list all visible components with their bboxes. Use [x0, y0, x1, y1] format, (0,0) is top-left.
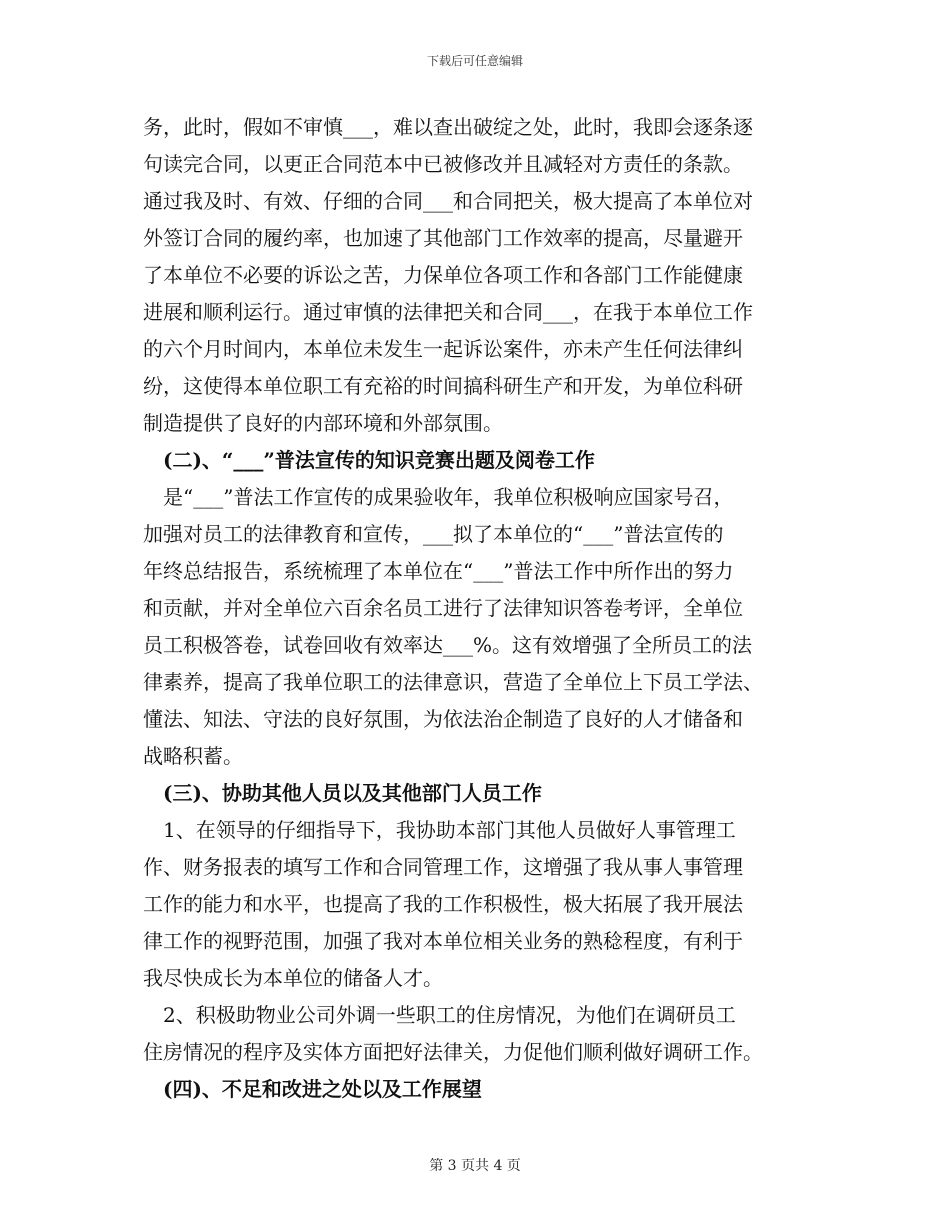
- text-line: 制造提供了良好的内部环境和外部氛围。: [143, 411, 503, 435]
- text-line: 1、在领导的仔细指导下，我协助本部门其他人员做好人事管理工: [143, 818, 736, 842]
- section-heading: (二)、“___”普法宣传的知识竞赛出题及阅卷工作: [143, 448, 595, 472]
- page-footer: 第 3 页共 4 页: [429, 1158, 521, 1174]
- text-line: 员工积极答卷，试卷回收有效率达___%。这有效增强了全所员工的法: [143, 633, 753, 657]
- text-line: 通过我及时、有效、仔细的合同___和合同把关，极大提高了本单位对: [143, 189, 753, 213]
- section-heading: (三)、协助其他人员以及其他部门人员工作: [143, 781, 542, 805]
- text-line: 加强对员工的法律教育和宣传，___拟了本单位的“___”普法宣传的: [143, 522, 724, 546]
- text-line: 工作的能力和水平，也提高了我的工作积极性，极大拓展了我开展法: [143, 892, 743, 916]
- section-heading: (四)、不足和改进之处以及工作展望: [143, 1077, 482, 1101]
- text-line: 句读完合同，以更正合同范本中已被修改并且减轻对方责任的条款。: [143, 152, 743, 176]
- text-line: 律工作的视野范围，加强了我对本单位相关业务的熟稔程度，有利于: [143, 929, 743, 953]
- text-line: 我尽快成长为本单位的储备人才。: [143, 966, 443, 990]
- text-line: 懂法、知法、守法的良好氛围，为依法治企制造了良好的人才储备和: [143, 707, 743, 731]
- text-line: 作、财务报表的填写工作和合同管理工作，这增强了我从事人事管理: [143, 855, 743, 879]
- text-line: 律素养，提高了我单位职工的法律意识，营造了全单位上下员工学法、: [143, 670, 763, 694]
- page-header: 下载后可任意编辑: [426, 54, 523, 68]
- text-line: 和贡献，并对全单位六百余名员工进行了法律知识答卷考评，全单位: [143, 596, 743, 620]
- text-line: 年终总结报告，系统梳理了本单位在“___”普法工作中所作出的努力: [143, 559, 734, 583]
- text-line: 战略积蓄。: [143, 744, 243, 768]
- text-line: 住房情况的程序及实体方面把好法律关，力促他们顺利做好调研工作。: [143, 1040, 763, 1064]
- text-line: 务，此时，假如不审慎___，难以查出破绽之处，此时，我即会逐条逐: [143, 115, 753, 139]
- text-line: 了本单位不必要的诉讼之苦，力保单位各项工作和各部门工作能健康: [143, 263, 743, 287]
- text-line: 纷，这使得本单位职工有充裕的时间搞科研生产和开发，为单位科研: [143, 374, 743, 398]
- text-line: 外签订合同的履约率，也加速了其他部门工作效率的提高，尽量避开: [143, 226, 743, 250]
- text-line: 进展和顺利运行。通过审慎的法律把关和合同___，在我于本单位工作: [143, 300, 753, 324]
- text-line: 是“___”普法工作宣传的成果验收年，我单位积极响应国家号召，: [143, 485, 734, 509]
- text-line: 2、积极助物业公司外调一些职工的住房情况，为他们在调研员工: [143, 1003, 736, 1027]
- text-line: 的六个月时间内，本单位未发生一起诉讼案件，亦未产生任何法律纠: [143, 337, 743, 361]
- document-body: [143, 109, 823, 1108]
